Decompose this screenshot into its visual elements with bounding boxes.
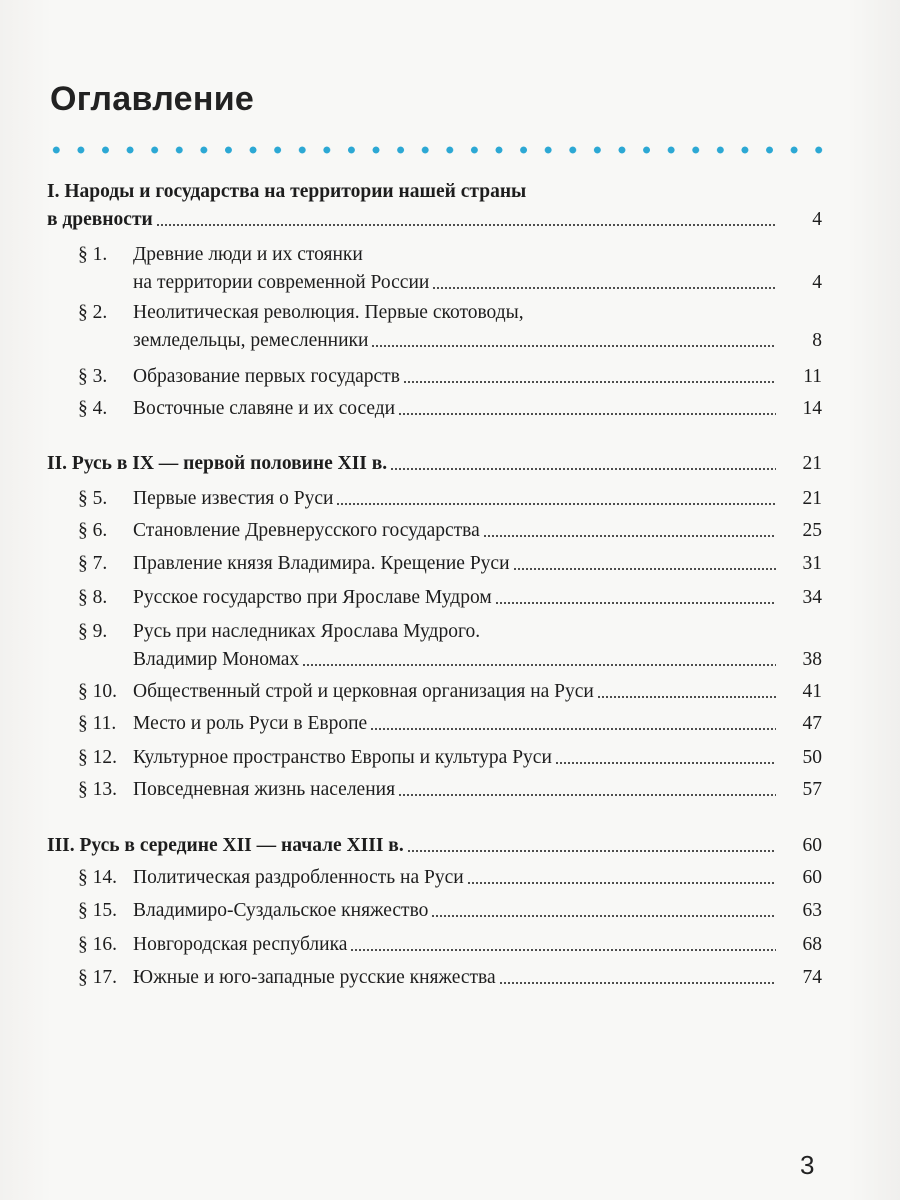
section-number: § 16.: [78, 934, 117, 955]
page-ref: 38: [802, 649, 822, 670]
toc-section: [0, 519, 900, 547]
section-title: Правление князя Владимира. Крещение Руси: [133, 553, 510, 574]
toc-line: [133, 746, 780, 770]
page-ref: 47: [802, 713, 822, 734]
page-ref: 31: [802, 553, 822, 574]
toc-line: [133, 552, 780, 576]
section-number: § 2.: [78, 302, 108, 323]
page-ref: 4: [812, 209, 822, 230]
section-title: Древние люди и их стоянки: [133, 244, 363, 265]
toc-section: [0, 552, 900, 580]
toc-section: [0, 620, 900, 676]
section-number: § 7.: [78, 553, 108, 574]
toc-line: [47, 834, 780, 858]
section-number: § 15.: [78, 900, 117, 921]
toc-line: [133, 487, 780, 511]
section-title: Становление Древнерусского государства: [133, 520, 480, 541]
section-title: Новгородская республика: [133, 934, 348, 955]
page-ref: 4: [812, 272, 822, 293]
chapter-title: II. Русь в IX — первой половине XII в.: [47, 453, 388, 474]
toc-line: [133, 866, 780, 890]
page-ref: 14: [802, 398, 822, 419]
toc-section: [0, 301, 900, 357]
toc-line: [133, 329, 780, 353]
toc-section: [0, 746, 900, 774]
section-number: § 12.: [78, 747, 117, 768]
dot-leader: [398, 793, 776, 797]
dot-leader: [156, 223, 776, 227]
section-title: Общественный строй и церковная организация на Руси: [133, 681, 594, 702]
section-number: § 8.: [78, 587, 108, 608]
section-title: Русь при наследниках Ярослава Мудрого.: [133, 621, 481, 642]
toc-chapter: [0, 452, 900, 480]
section-title: Владимир Мономах: [133, 649, 300, 670]
toc-line: [47, 452, 780, 476]
section-title: Образование первых государств: [133, 366, 400, 387]
toc-line: [133, 271, 780, 295]
page-ref: 50: [802, 747, 822, 768]
page-ref: 74: [802, 967, 822, 988]
page-number: 3: [800, 1150, 815, 1180]
page-ref: 25: [802, 520, 822, 541]
section-number: § 10.: [78, 681, 117, 702]
chapter-title: в древности: [47, 209, 153, 230]
toc-line: [133, 899, 780, 923]
toc-section: [0, 365, 900, 393]
dot-leader: [370, 727, 776, 731]
toc-line: [133, 365, 780, 389]
dot-leader: [302, 663, 776, 667]
toc-line: [133, 301, 524, 325]
section-title: Первые известия о Руси: [133, 488, 334, 509]
page-ref: 68: [802, 934, 822, 955]
dot-leader: [336, 502, 776, 506]
section-title: Повседневная жизнь населения: [133, 779, 396, 800]
dot-leader: [513, 567, 777, 571]
toc-line: [133, 966, 780, 990]
toc-section: [0, 243, 900, 299]
section-number: § 11.: [78, 713, 117, 734]
page-ref: 21: [802, 453, 822, 474]
section-number: § 5.: [78, 488, 108, 509]
toc-section: [0, 487, 900, 515]
dot-leader: [467, 881, 776, 885]
toc-line: [133, 243, 363, 267]
page-ref: 11: [803, 366, 822, 387]
dot-leader: [390, 467, 776, 471]
toc-section: [0, 712, 900, 740]
dot-leader: [499, 981, 776, 985]
page-ref: 41: [802, 681, 822, 702]
toc-line: [133, 933, 780, 957]
section-title: Культурное пространство Европы и культура Руси: [133, 747, 552, 768]
section-number: § 6.: [78, 520, 108, 541]
section-title: Русское государство при Ярославе Мудром: [133, 587, 492, 608]
page-ref: 8: [812, 330, 822, 351]
dot-leader: [371, 344, 776, 348]
section-title: Политическая раздробленность на Руси: [133, 867, 464, 888]
toc-section: [0, 397, 900, 425]
page-ref: 63: [802, 900, 822, 921]
section-title: на территории современной России: [133, 272, 430, 293]
chapter-title: III. Русь в середине XII — начале XIII в.: [47, 835, 404, 856]
section-title: земледельцы, ремесленники: [133, 330, 369, 351]
toc-chapter: [0, 834, 900, 862]
page-ref: 60: [802, 835, 822, 856]
page-title: Оглавление: [50, 80, 255, 118]
chapter-title: I. Народы и государства на территории нашей страны: [47, 181, 527, 202]
toc-line: [133, 712, 780, 736]
toc-line: [133, 397, 780, 421]
dot-leader: [483, 534, 776, 538]
toc-section: [0, 680, 900, 708]
toc-line: [133, 648, 780, 672]
page-ref: 34: [802, 587, 822, 608]
dot-leader: [431, 914, 776, 918]
section-number: § 3.: [78, 366, 108, 387]
toc-section: [0, 586, 900, 614]
toc-line: [133, 680, 780, 704]
toc-section: [0, 899, 900, 927]
dot-leader: [432, 286, 776, 290]
toc-line: [133, 519, 780, 543]
toc-line: [47, 180, 526, 204]
toc-line: [133, 778, 780, 802]
toc-section: [0, 966, 900, 994]
dot-leader: [597, 695, 776, 699]
page-ref: 57: [802, 779, 822, 800]
section-title: Место и роль Руси в Европе: [133, 713, 368, 734]
toc-chapter: [0, 180, 900, 236]
page-ref: 60: [802, 867, 822, 888]
dot-leader: [398, 412, 776, 416]
section-number: § 13.: [78, 779, 117, 800]
dot-leader: [407, 849, 776, 853]
section-title: Южные и юго-западные русские княжества: [133, 967, 496, 988]
section-title: Владимиро-Суздальское княжество: [133, 900, 429, 921]
section-number: § 1.: [78, 244, 108, 265]
dot-leader: [555, 761, 776, 765]
section-number: § 9.: [78, 621, 108, 642]
section-number: § 14.: [78, 867, 117, 888]
section-number: § 4.: [78, 398, 108, 419]
section-title: Восточные славяне и их соседи: [133, 398, 396, 419]
toc-line: [47, 208, 780, 232]
dot-leader: [350, 948, 776, 952]
toc-section: [0, 866, 900, 894]
section-title: Неолитическая революция. Первые скотоводы,: [133, 302, 524, 323]
dot-leader: [495, 601, 776, 605]
page-ref: 21: [802, 488, 822, 509]
toc-line: [133, 620, 480, 644]
section-number: § 17.: [78, 967, 117, 988]
toc-section: [0, 933, 900, 961]
dot-leader: [403, 380, 776, 384]
toc-section: [0, 778, 900, 806]
toc-line: [133, 586, 780, 610]
